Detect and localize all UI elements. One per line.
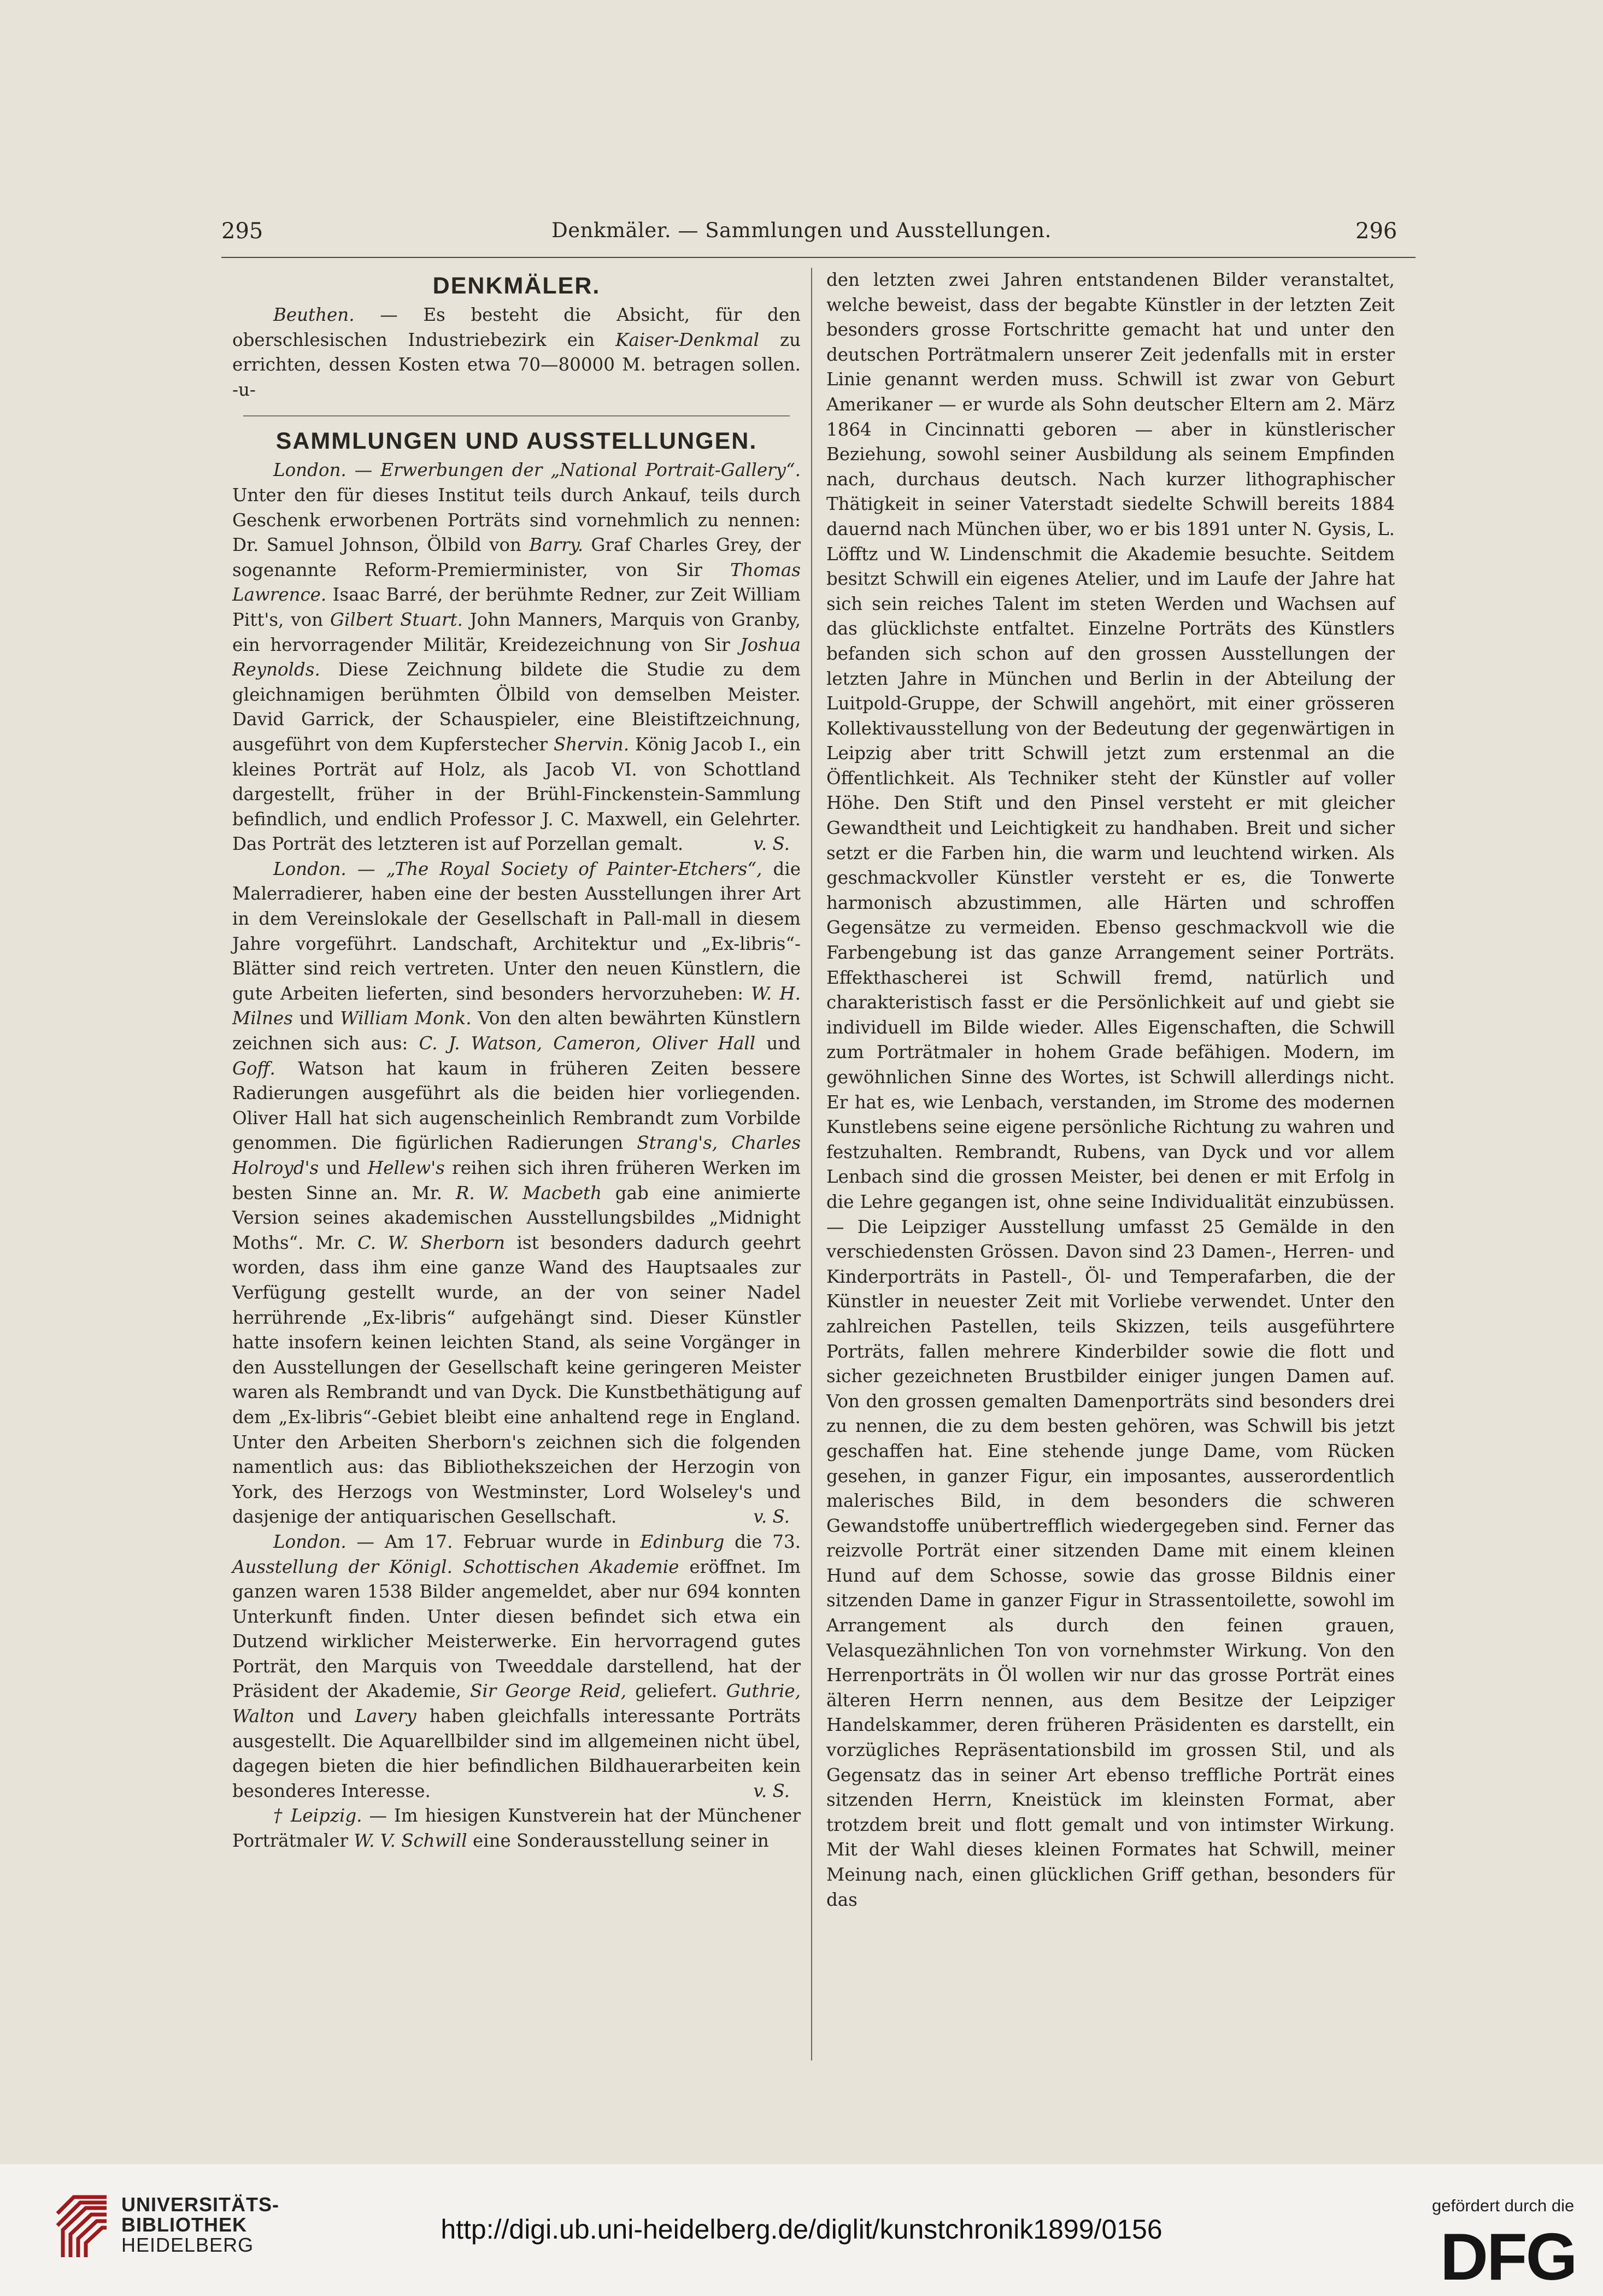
- article-beuthen: Beuthen. — Es besteht die Absicht, für den oberschlesischen Industriebezirk ein Kaiser-Denkmal zu errichten, dessen Kosten etwa 70—80000 M. betragen sollen. -u-: [232, 304, 801, 400]
- header-rule: [221, 257, 1416, 258]
- page-number-right: 296: [1355, 219, 1398, 244]
- place-name: London.: [273, 1531, 347, 1552]
- digitization-footer: [0, 2164, 1603, 2296]
- right-column: [826, 268, 1395, 1912]
- author-signature: v. S.: [753, 833, 790, 855]
- article-leipzig-continued: den letzten zwei Jahren entstandenen Bilder veranstaltet, welche beweist, dass der begabte Künstler in der letzten Zeit besonders grosse Fortschritte gemacht hat und unter den deutschen Porträtmalern unserer Zeit jedenfalls mit in erster Linie genannt werden muss. Schwill ist zwar von Geburt Amerikaner — er wurde als Sohn deutscher Eltern am 2. März 1864 in Cincinnatti geboren — aber in künstlerischer Beziehung, sowohl seiner Ausbildung als seinem Empfinden nach, durchaus deutsch. Nach kurzer lithographischer Thätigkeit in seiner Vaterstadt siedelte Schwill bereits 1884 dauernd nach München über, wo er bis 1891 unter N. Gysis, L. Löfftz und W. Lindenschmit die Akademie besuchte. Seitdem besitzt Schwill ein eigenes Atelier, und im Laufe der Jahre hat sich sein reiches Talent im steten Werden und Wachsen auf das glücklichste entfaltet. Einzelne Porträts des Künstlers befanden sich schon auf den grossen Ausstellungen der letzten Jahre in München und Berlin in der Abteilung der Luitpold-Gruppe, der Schwill angehört, mit einer grösseren Kollektivausstellung von der Bedeutung der gegenwärtigen in Leipzig aber tritt Schwill jetzt zum erstenmal an die Öffentlichkeit. Als Techniker steht der Künstler auf voller Höhe. Den Stift und den Pinsel versteht er mit gleicher Gewandtheit und Leichtigkeit zu handhaben. Breit und sicher setzt er die Farben hin, die warm und leuchtend wirken. Als geschmackvoller Künstler versteht er es, die Tonwerte harmonisch abzustimmen, alle Härten und schroffen Gegensätze zu vermeiden. Ebenso geschmackvoll wie die Farbengebung ist das ganze Arrangement seiner Porträts. Effekthascherei ist Schwill fremd, natürlich und charakteristisch fasst er die Persönlichkeit auf und giebt sie individuell im Bilde wieder. Alles Eigenschaften, die Schwill zum Porträtmaler in hohem Grade befähigen. Modern, im gewöhnlichen Sinne des Wortes, ist Schwill allerdings nicht. Er hat es, wie Lenbach, verstanden, im Strome des modernen Kunstlebens seine eigene persönliche Richtung zu wahren und festzuhalten. Rembrandt, Rubens, van Dyck und vor allem Lenbach sind die grossen Meister, bei denen er mit Erfolg in die Lehre gegangen ist, ohne seine Individualität einzubüssen. — Die Leipziger Ausstellung umfasst 25 Gemälde in den verschiedensten Grössen. Davon sind 23 Damen-, Herren- und Kinderporträts in Pastell-, Öl- und Temperafarben, die der Künstler in neuester Zeit mit Vorliebe verwendet. Unter den zahlreichen Pastellen, teils Skizzen, teils ausgeführtere Porträts, fallen mehrere Kinderbilder sowie die flott und sicher gezeichneten Brustbilder einiger jungen Damen auf. Von den grossen gemalten Damenporträts sind besonders drei zu nennen, die zu dem besten gehören, was Schwill bis jetzt geschaffen hat. Eine stehende junge Dame, vom Rücken gesehen, in ganzer Figur, ein imposantes, ausserordentlich malerisches Bild, in dem besonders die schweren Gewandstoffe unübertrefflich wiedergegeben sind. Ferner das reizvolle Porträt einer sitzenden Dame mit einem kleinen Hund auf dem Schosse, sowie das grosse Bildnis einer sitzenden Dame in ganzer Figur in Strassentoilette, sowohl im Arrangement als durch den feinen grauen, Velasquezähnlichen Ton von vornehmster Wirkung. Von den Herrenporträts in Öl wollen wir nur das grosse Porträt eines älteren Herrn nennen, aus dem Besitze der Leipziger Handelskammer, deren früheren Präsidenten es darstellt, ein vorzügliches Repräsentationsbild im grossen Stil, und als Gegensatz das in seiner Art ebenso treffliche Porträt eines sitzenden Herrn, Kneistück im kleinsten Format, aber trotzdem breit und flott gemalt und von intimster Wirkung. Mit der Wahl dieses kleinen Formates hat Schwill, meiner Meinung nach, einen glücklichen Griff gethan, besonders für das: [826, 269, 1395, 1910]
- article-leipzig: † Leipzig. — Im hiesigen Kunstverein hat der Münchener Porträtmaler W. V. Schwill eine Sonderausstellung seiner in: [232, 1805, 801, 1852]
- author-signature: v. S.: [753, 1780, 790, 1801]
- library-name: UNIVERSITÄTS- BIBLIOTHEK HEIDELBERG: [121, 2193, 280, 2256]
- section-heading-sammlungen: SAMMLUNGEN UND AUSSTELLUNGEN.: [275, 428, 758, 455]
- page-number-left: 295: [221, 219, 263, 244]
- column-divider: [811, 268, 812, 2060]
- place-name: London.: [273, 858, 347, 879]
- article-london-portrait-gallery: London. — Erwerbungen der „National Portrait-Gallery“. Unter den für dieses Institut teils durch Ankauf, teils durch Geschenk erworbenen Porträts sind vornehmlich zu nennen: Dr. Samuel Johnson, Ölbild von Barry. Graf Charles Grey, der sogenannte Reform-Premierminister, von Sir Thomas Lawrence. Isaac Barré, der berühmte Redner, zur Zeit William Pitt's, von Gilbert Stuart. John Manners, Marquis von Granby, ein hervorragender Militär, Kreidezeichnung von Sir Joshua Reynolds. Diese Zeichnung bildete die Studie zu dem gleichnamigen berühmten Ölbild von demselben Meister. David Garrick, der Schauspieler, eine Bleistiftzeichnung, ausgeführt von dem Kupferstecher Shervin. König Jacob I., ein kleines Porträt auf Holz, als Jacob VI. von Schottland dargestellt, früher in der Brühl-Finckenstein-Sammlung befindlich, und endlich Professor J. C. Maxwell, ein Gelehrter. Das Porträt des letzteren ist auf Porzellan gemalt. v. S.: [232, 458, 801, 857]
- permalink-url[interactable]: http://digi.ub.uni-heidelberg.de/diglit/kunstchronik1899/0156: [441, 2214, 1162, 2245]
- article-london-edinburg: London. — Am 17. Februar wurde in Edinburg die 73. Ausstellung der Königl. Schottischen Akademie eröffnet. Im ganzen waren 1538 Bilder angemeldet, aber nur 694 konnten Unterkunft finden. Unter diesen befindet sich etwa ein Dutzend wirklicher Meisterwerke. Ein hervorragend gutes Porträt, den Marquis von Tweeddale darstellend, hat der Präsident der Akademie, Sir George Reid, geliefert. Guthrie, Walton und Lavery haben gleichfalls interessante Porträts ausgestellt. Die Aquarellbilder sind im allgemeinen nicht übel, dagegen bieten die hier befindlichen Bildhauerarbeiten kein besonderes Interesse. v. S.: [232, 1530, 801, 1804]
- dfg-logo: DFG: [1440, 2219, 1576, 2294]
- place-name: London.: [273, 460, 347, 481]
- running-title: Denkmäler. — Sammlungen und Ausstellungen.: [551, 219, 1052, 242]
- running-head: [0, 219, 1603, 251]
- section-separator: [243, 415, 790, 416]
- place-name: Beuthen.: [273, 304, 355, 325]
- left-column: [232, 268, 801, 1854]
- place-name: † Leipzig.: [273, 1805, 362, 1827]
- funding-label: gefördert durch die: [1432, 2196, 1575, 2215]
- article-london-painter-etchers: London. — „The Royal Society of Painter-Etchers“, die Malerradierer, haben eine der besten Ausstellungen ihrer Art in dem Vereinslokale der Gesellschaft in Pall-mall in diesem Jahre vorgeführt. Landschaft, Architektur und „Ex-libris“-Blätter sind reich vertreten. Unter den neuen Künstlern, die gute Arbeiten lieferten, sind besonders hervorzuheben: W. H. Milnes und William Monk. Von den alten bewährten Künstlern zeichnen sich aus: C. J. Watson, Cameron, Oliver Hall und Goff. Watson hat kaum in früheren Zeiten bessere Radierungen ausgeführt als die beiden hier vorliegenden. Oliver Hall hat sich augenscheinlich Rembrandt zum Vorbilde genommen. Die figürlichen Radierungen Strang's, Charles Holroyd's und Hellew's reihen sich ihren früheren Werken im besten Sinne an. Mr. R. W. Macbeth gab eine animierte Version seines akademischen Ausstellungsbildes „Midnight Moths“. Mr. C. W. Sherborn ist besonders dadurch geehrt worden, dass ihm eine ganze Wand des Hauptsaales zur Verfügung gestellt wurde, an der von seiner Nadel herrührende „Ex-libris“ aufgehängt sind. Dieser Künstler hatte insofern keinen leichten Stand, als seine Vorgänger in den Ausstellungen der Gesellschaft keine geringeren Meister waren als Rembrandt und van Dyck. Die Kunstbethätigung auf dem „Ex-libris“-Gebiet bleibt eine anhaltend rege in England. Unter den Arbeiten Sherborn's zeichnen sich die folgenden namentlich aus: das Bibliothekszeichen der Herzogin von York, des Herzogs von Westminster, Lord Wolseley's und dasjenige der antiquarischen Gesellschaft. v. S.: [232, 857, 801, 1530]
- author-signature: v. S.: [753, 1506, 790, 1528]
- section-heading-denkmaeler: DENKMÄLER.: [432, 273, 601, 299]
